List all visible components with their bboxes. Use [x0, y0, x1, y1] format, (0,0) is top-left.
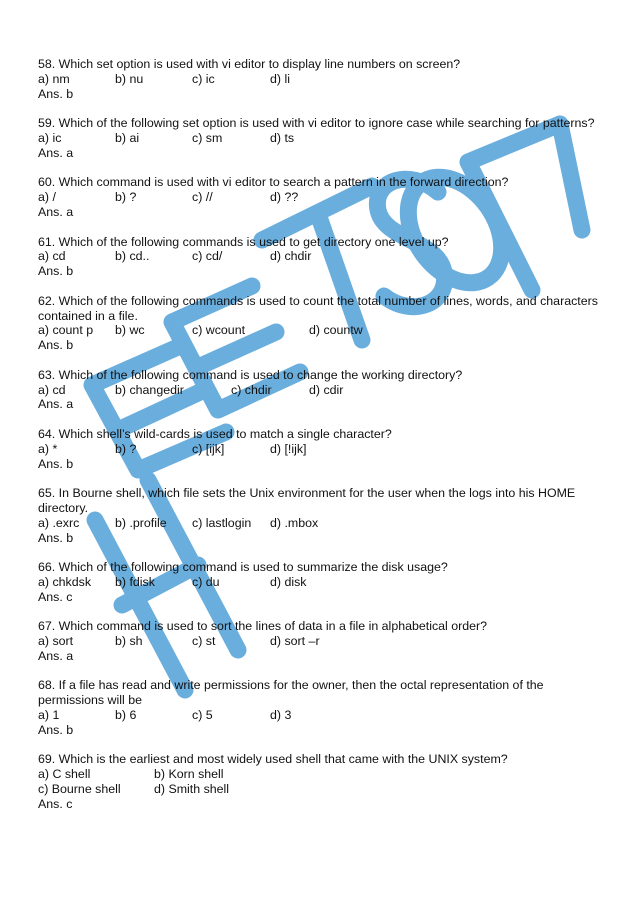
answer: Ans. b [38, 722, 74, 737]
question-text: 62. Which of the following commands is used to count the total number of lines, words, and characters contained in a file. [38, 293, 598, 323]
option-d: d) ?? [270, 190, 299, 205]
option-a: a) / [38, 190, 56, 205]
answer: Ans. b [38, 530, 74, 545]
option-c: c) st [192, 634, 216, 649]
option-b: b) ai [115, 130, 140, 145]
answer: Ans. c [38, 796, 73, 811]
option-b: b) fdisk [115, 574, 155, 589]
option-c: c) sm [192, 130, 223, 145]
option-a: a) sort [38, 634, 74, 649]
option-c: c) [ijk] [192, 441, 225, 456]
option-c: c) cd/ [192, 249, 223, 264]
question-58 [38, 57, 608, 101]
options-row [38, 131, 608, 146]
options-row [38, 72, 608, 87]
question-text: 66. Which of the following command is used to summarize the disk usage? [38, 560, 448, 575]
answer: Ans. b [38, 456, 74, 471]
question-text: 58. Which set option is used with vi editor to display line numbers on screen? [38, 57, 461, 71]
question-69 [38, 752, 608, 811]
answer: Ans. a [38, 145, 74, 160]
option-c: c) ic [192, 71, 215, 86]
question-62 [38, 294, 608, 353]
option-b: b) wc [115, 323, 145, 338]
options-row [38, 634, 608, 649]
question-text: 60. Which command is used with vi editor to search a pattern in the forward direction? [38, 175, 509, 190]
option-c: c) Bourne shell [38, 782, 121, 797]
option-a: a) cd [38, 249, 66, 264]
question-text: 68. If a file has read and write permissions for the owner, then the octal representation of the permissions will be [38, 678, 544, 708]
question-page [38, 57, 608, 826]
options-row [38, 249, 608, 264]
question-63 [38, 368, 608, 412]
option-a: a) nm [38, 71, 70, 86]
options-row [38, 383, 608, 398]
question-66 [38, 560, 608, 604]
question-text: 59. Which of the following set option is used with vi editor to ignore case while searching for patterns? [38, 116, 595, 131]
question-text: 63. Which of the following command is used to change the working directory? [38, 367, 463, 382]
options-row [38, 708, 608, 723]
option-c: c) 5 [192, 708, 213, 723]
option-b: b) sh [115, 634, 143, 649]
question-59 [38, 116, 608, 160]
option-c: c) chdir [231, 382, 272, 397]
option-d: d) 3 [270, 708, 292, 723]
question-64 [38, 427, 608, 471]
question-68 [38, 678, 608, 737]
question-67 [38, 619, 608, 663]
option-b: b) nu [115, 71, 144, 86]
option-b: b) changedir [115, 382, 184, 397]
option-d: d) ts [270, 130, 295, 145]
option-d: d) sort –r [270, 634, 320, 649]
question-text: 69. Which is the earliest and most widely used shell that came with the UNIX system? [38, 752, 508, 767]
answer: Ans. a [38, 204, 74, 219]
option-b: b) .profile [115, 515, 167, 530]
question-text: 64. Which shell’s wild-cards is used to match a single character? [38, 426, 392, 441]
option-a: a) 1 [38, 708, 60, 723]
option-b: b) ? [115, 190, 137, 205]
option-a: a) * [38, 441, 58, 456]
option-a: a) C shell [38, 767, 91, 782]
question-text: 67. Which command is used to sort the lines of data in a file in alphabetical order? [38, 619, 488, 634]
options-row [38, 190, 608, 205]
option-b: b) 6 [115, 708, 137, 723]
options-row [38, 575, 608, 590]
option-d: d) li [270, 71, 290, 86]
option-a: a) count p [38, 323, 94, 338]
option-a: a) cd [38, 382, 66, 397]
option-a: a) chkdsk [38, 574, 92, 589]
answer: Ans. c [38, 589, 73, 604]
question-61 [38, 235, 608, 279]
options-row [38, 442, 608, 457]
option-c: c) // [192, 190, 213, 205]
option-d: d) chdir [270, 249, 312, 264]
question-60 [38, 175, 608, 219]
option-d: d) Smith shell [154, 782, 230, 797]
question-text: 65. In Bourne shell, which file sets the Unix environment for the user when the logs into his HOME directory. [38, 486, 576, 515]
option-c: c) lastlogin [192, 515, 252, 530]
answer: Ans. a [38, 397, 74, 412]
option-d: d) [!ijk] [270, 441, 307, 456]
option-a: a) .exrc [38, 515, 80, 530]
answer: Ans. b [38, 338, 74, 353]
answer: Ans. b [38, 86, 74, 101]
options-row [38, 323, 608, 338]
option-b: b) ? [115, 441, 137, 456]
option-d: d) cdir [309, 382, 344, 397]
options-row [38, 767, 608, 782]
option-b: b) Korn shell [154, 767, 224, 782]
answer: Ans. b [38, 264, 74, 279]
option-d: d) disk [270, 574, 307, 589]
question-65 [38, 486, 608, 545]
option-a: a) ic [38, 130, 62, 145]
option-d: d) countw [309, 323, 363, 338]
answer: Ans. a [38, 648, 74, 663]
question-text: 61. Which of the following commands is used to get directory one level up? [38, 234, 449, 249]
options-row [38, 782, 608, 797]
option-b: b) cd.. [115, 249, 150, 264]
options-row [38, 516, 608, 531]
option-c: c) du [192, 574, 220, 589]
option-d: d) .mbox [270, 515, 319, 530]
option-c: c) wcount [192, 323, 246, 338]
